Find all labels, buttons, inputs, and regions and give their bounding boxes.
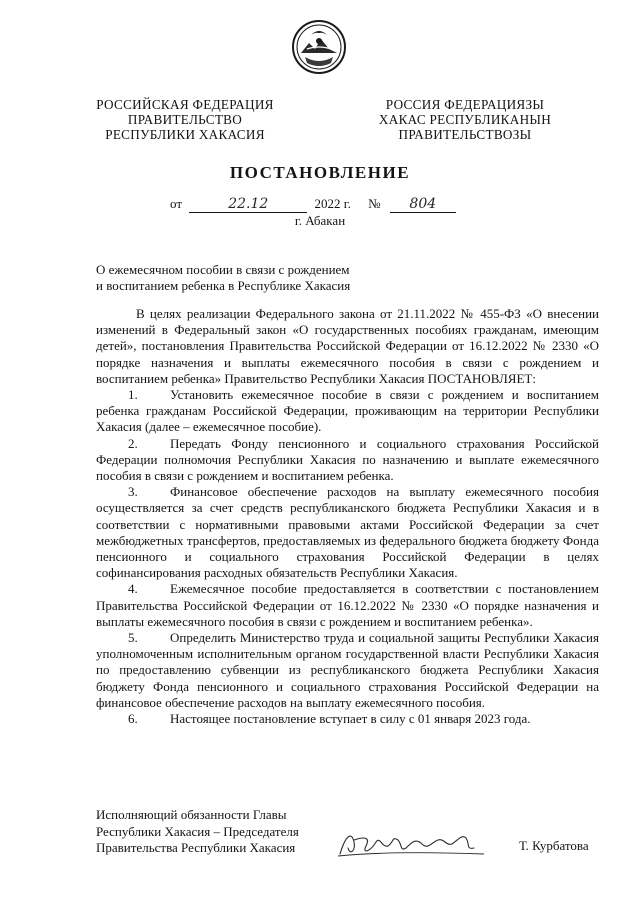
point-number: 6. [128, 711, 138, 727]
year-label: 2022 г. [314, 196, 351, 211]
city-label: г. Абакан [294, 213, 346, 228]
position-line: Республики Хакасия – Председателя [96, 823, 299, 839]
document-title: ПОСТАНОВЛЕНИЕ [229, 163, 411, 182]
signatory-position [96, 807, 336, 857]
point-text: Установить ежемесячное пособие в связи с рождением и воспитанием ребенка гражданам Российской Федерации, проживающим на территории Республики Хакасия (далее – ежемесячное пособие). [96, 387, 599, 435]
position-line: Исполняющий обязанности Главы [96, 807, 287, 822]
header-left-line: РЕСПУБЛИКИ ХАКАСИЯ [105, 127, 265, 142]
preamble-paragraph: В целях реализации Федерального закона от 21.11.2022 № 455-ФЗ «О внесении изменений в Федеральный закон «О государственных пособиях гражданам, имеющим детей», постановления Правительства Российской Федерации от 16.12.2022 № 2330 «О порядке назначения и выплаты ежемесячного пособия в связи с рождением и воспитанием ребенка» Правительство Республики Хакасия ПОСТАНОВЛЯЕТ: [96, 306, 599, 386]
point-text: Настоящее постановление вступает в силу с 01 января 2023 года. [170, 711, 531, 727]
handwritten-number: 804 [390, 197, 456, 213]
point-paragraph [96, 581, 599, 630]
point-text: Определить Министерство труда и социальной защиты Республики Хакасия уполномоченным исполнительным органом государственной власти Республики Хакасия по предоставлению субвенции из республиканского бюджета Республики Хакасия бюджету Фонда пенсионного и социального страхования Российской Федерации на финансовое обеспечение расходов на выплату ежемесячного пособия. [96, 630, 599, 710]
position-line: Правительства Республики Хакасия [96, 840, 296, 855]
document-body [96, 306, 599, 727]
header-right-line: РОССИЯ ФЕДЕРАЦИЯЗЫ [385, 97, 545, 112]
point-text: Финансовое обеспечение расходов на выплату ежемесячного пособия осуществляется за счет средств республиканского бюджета Республики Хакасия и в соответствии с нормативными правовыми актами Российской Федерации за счет межбюджетных трансфертов, предоставляемых из федерального бюджета бюджету Фонда пенсионного и социального страхования Российской Федерации в целях софинансирования расходных обязательств Республики Хакасия. [96, 484, 599, 581]
point-number: 2. [128, 435, 138, 451]
handwritten-signature [336, 828, 486, 862]
point-paragraph [96, 711, 599, 727]
signatory-name: Т. Курбатова [519, 838, 589, 853]
header-left-line: РОССИЙСКАЯ ФЕДЕРАЦИЯ [96, 97, 274, 112]
point-number: 1. [128, 387, 138, 403]
point-paragraph [96, 387, 599, 436]
point-number: 5. [128, 630, 138, 646]
header-right-line: ПРАВИТЕЛЬСТВОЗЫ [398, 127, 532, 142]
point-text: Передать Фонду пенсионного и социального страхования Российской Федерации полномочия Республики Хакасия по назначению и выплате ежемесячного пособия в связи с рождением и воспитанием ребенка. [96, 435, 599, 484]
date-number-line [170, 196, 500, 213]
header-left [90, 97, 280, 142]
point-text: Ежемесячное пособие предоставляется в соответствии с постановлением Правительства Российской Федерации от 16.12.2022 № 2330 «О порядке назначения и выплаты ежемесячного пособия в связи с рождением и воспитанием ребенка». [96, 581, 599, 629]
header-right [370, 97, 560, 142]
point-number: 3. [128, 484, 138, 500]
point-paragraph [96, 436, 599, 485]
subject-line: О ежемесячном пособии в связи с рождением [96, 262, 350, 277]
handwritten-date: 22.12 [189, 197, 307, 213]
number-label: № [368, 196, 381, 211]
from-label: от [170, 196, 183, 211]
subject-line: и воспитанием ребенка в Республике Хакасия [96, 278, 351, 293]
point-paragraph [96, 484, 599, 581]
header-right-line: ХАКАС РЕСПУБЛИКАНЫН [378, 112, 552, 127]
khakassia-coat-of-arms-icon [291, 19, 347, 75]
document-subject [96, 262, 416, 294]
header-left-line: ПРАВИТЕЛЬСТВО [127, 112, 243, 127]
point-paragraph [96, 630, 599, 711]
point-number: 4. [128, 581, 138, 597]
